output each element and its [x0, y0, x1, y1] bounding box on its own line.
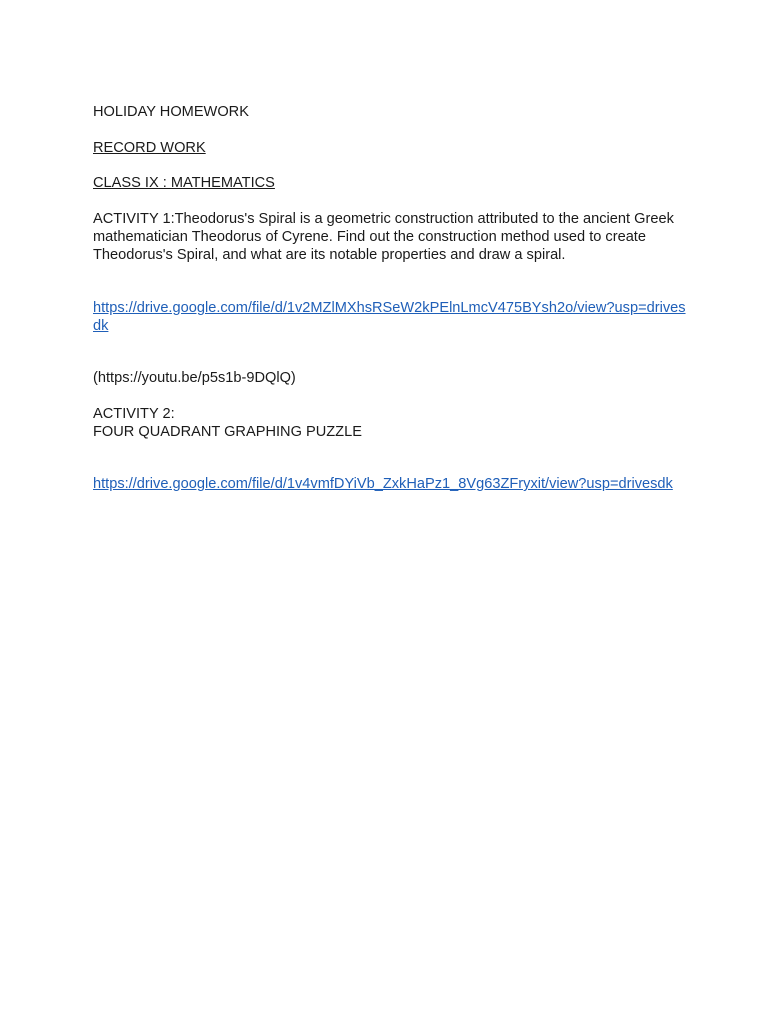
heading: HOLIDAY HOMEWORK	[93, 104, 249, 120]
activity2-title: ACTIVITY 2:	[93, 406, 175, 422]
activity1-link[interactable]	[93, 299, 686, 317]
activity2-link-row[interactable]	[93, 475, 673, 493]
activity1-link-line2[interactable]: dk	[93, 318, 109, 334]
subheading: RECORD WORK	[93, 140, 206, 156]
activity1-video-ref: (https://youtu.be/p5s1b-9DQlQ)	[93, 370, 296, 386]
activity2-subtitle: FOUR QUADRANT GRAPHING PUZZLE	[93, 424, 362, 440]
activity1-text-line2: mathematician Theodorus of Cyrene. Find out the construction method used to create	[93, 229, 646, 245]
activity2-link[interactable]: https://drive.google.com/file/d/1v4vmfDYiVb_ZxkHaPz1_8Vg63ZFryxit/view?usp=drivesdk	[93, 476, 673, 492]
activity1-text-line3: Theodorus's Spiral, and what are its notable properties and draw a spiral.	[93, 247, 566, 263]
activity1-text-line1: ACTIVITY 1:Theodorus's Spiral is a geometric construction attributed to the ancient Greek	[93, 211, 674, 227]
class-line: CLASS IX : MATHEMATICS	[93, 175, 275, 191]
activity1-link-line1[interactable]: https://drive.google.com/file/d/1v2MZlMXhsRSeW2kPElnLmcV475BYsh2o/view?usp=drives	[93, 300, 686, 316]
activity1-link-continued[interactable]	[93, 317, 108, 335]
